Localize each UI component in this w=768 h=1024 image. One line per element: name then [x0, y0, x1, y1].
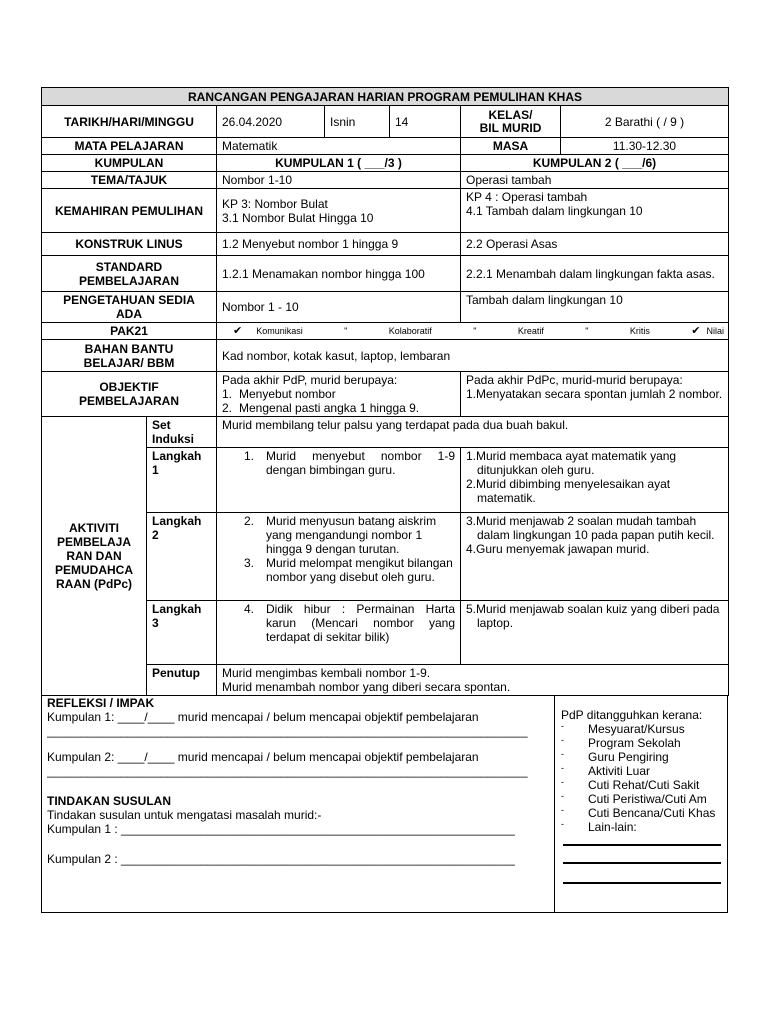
list-item: 2.Murid dibimbing menyelesaikan ayat matematik. — [466, 477, 671, 505]
pak21-komunikasi[interactable] — [233, 324, 303, 338]
kemahiran-k1 — [217, 189, 461, 233]
bahan-label-line2: BELAJAR/ BBM — [83, 355, 175, 370]
lesson-plan-sheet — [41, 87, 728, 913]
pak21-kritis[interactable]: Kritis — [629, 326, 650, 336]
pak21-kolaboratif[interactable]: Kolaboratif — [388, 326, 432, 336]
reason-label: Lain-lain: — [588, 820, 637, 834]
reason-item[interactable] — [561, 806, 721, 820]
standard-label — [42, 256, 217, 292]
kemahiran-k1-line2: 3.1 Nombor Bulat Hingga 10 — [222, 210, 374, 225]
konstruk-k1: 1.2 Menyebut nombor 1 hingga 9 — [217, 233, 461, 256]
refleksi-underline-1[interactable]: ________________________________________________________________________ — [47, 724, 528, 738]
langkah-3-k1-list — [244, 602, 455, 644]
tindakan-kumpulan-1[interactable]: Kumpulan 1 : ___________________________________________________________ — [47, 822, 515, 836]
reason-label: Aktiviti Luar — [588, 764, 651, 778]
set-induksi-label: Set Induksi — [147, 417, 217, 448]
objektif-k1 — [217, 372, 461, 417]
pengetahuan-k1: Nombor 1 - 10 — [217, 292, 461, 323]
standard-k1: 1.2.1 Menamakan nombor hingga 100 — [217, 256, 461, 292]
objektif-k1-item-1: 1. Menyebut nombor — [222, 387, 336, 401]
kemahiran-k1-line1: KP 3: Nombor Bulat — [222, 196, 328, 211]
lesson-plan-table — [41, 87, 729, 696]
reason-label: Cuti Bencana/Cuti Khas — [588, 806, 716, 820]
standard-label-line1: STANDARD — [95, 259, 163, 274]
reason-label: Program Sekolah — [588, 736, 681, 750]
langkah-3-k2 — [461, 601, 729, 665]
penutup-label: Penutup — [147, 665, 217, 696]
dash-icon: - — [561, 777, 564, 787]
day-value: Isnin — [325, 106, 390, 138]
reason-item[interactable] — [561, 792, 721, 806]
reason-item[interactable] — [561, 778, 721, 792]
pak21-nilai-label: Nilai — [706, 326, 724, 336]
standard-label-line2: PEMBELAJARAN — [78, 273, 179, 288]
mata-pelajaran-value: Matematik — [217, 138, 461, 155]
objektif-k1-intro: Pada akhir PdP, murid berupaya: — [222, 373, 398, 387]
dash-icon: - — [561, 763, 564, 773]
bullet-icon: " — [344, 326, 348, 336]
refleksi-underline-2[interactable]: ________________________________________________________________________ — [47, 764, 528, 778]
tarikh-label: TARIKH/HARI/MINGGU — [42, 106, 217, 138]
week-value: 14 — [390, 106, 461, 138]
objektif-label-line1: OBJEKTIF — [99, 380, 159, 394]
pak21-komunikasi-label: Komunikasi — [256, 326, 303, 336]
kemahiran-k2 — [461, 189, 729, 233]
objektif-k2 — [461, 372, 729, 417]
reason-item[interactable] — [561, 722, 721, 736]
reason-label: Guru Pengiring — [588, 750, 669, 764]
pengetahuan-k2: Tambah dalam lingkungan 10 — [461, 292, 729, 323]
list-text: Murid menyebut nombor 1-9 dengan bimbingan guru. — [266, 449, 455, 477]
kelas-label — [461, 106, 561, 138]
tema-k2: Operasi tambah — [461, 172, 729, 189]
dash-icon: - — [561, 791, 564, 801]
refleksi-kumpulan-1[interactable]: Kumpulan 1: ____/____ murid mencapai / belum mencapai objektif pembelajaran — [47, 710, 479, 724]
refleksi-panel — [42, 696, 555, 912]
list-item — [244, 556, 455, 584]
objektif-label-line2: PEMBELAJARAN — [78, 394, 179, 408]
pak21-options — [217, 323, 729, 340]
kemahiran-k2-line2: 4.1 Tambah dalam lingkungan 10 — [466, 204, 643, 218]
list-item: 5.Murid menjawab soalan kuiz yang diberi pada laptop. — [466, 602, 720, 630]
objektif-k2-item-1: 1.Menyatakan secara spontan jumlah 2 nombor. — [466, 387, 723, 401]
list-text: Murid menyusun batang aiskrim yang mengandungi nombor 1 hingga 9 dengan turutan. — [266, 514, 437, 556]
penutup-line2: Murid menambah nombor yang diberi secara spontan. — [222, 680, 511, 694]
konstruk-label: KONSTRUK LINUS — [42, 233, 217, 256]
kumpulan-2-header: KUMPULAN 2 ( ___/6) — [461, 155, 729, 172]
langkah-2-k2-list — [466, 514, 723, 556]
pak21-nilai[interactable] — [691, 324, 724, 338]
list-item: 1.Murid membaca ayat matematik yang ditunjukkan oleh guru. — [466, 449, 677, 477]
penutup-line1: Murid mengimbas kembali nombor 1-9. — [222, 666, 431, 680]
pengetahuan-label-line2: ADA — [116, 307, 142, 321]
bahan-value: Kad nombor, kotak kasut, laptop, lembaran — [217, 340, 729, 372]
document-title: RANCANGAN PENGAJARAN HARIAN PROGRAM PEMULIHAN KHAS — [42, 88, 729, 106]
dash-icon: - — [561, 721, 564, 731]
masa-value: 11.30-12.30 — [561, 138, 729, 155]
pengetahuan-label — [42, 292, 217, 323]
objektif-label — [42, 372, 217, 417]
penutup-value — [217, 665, 729, 696]
langkah-1-k2-list — [466, 449, 723, 505]
dash-icon: - — [561, 749, 564, 759]
konstruk-k2: 2.2 Operasi Asas — [461, 233, 729, 256]
set-induksi-value: Murid membilang telur palsu yang terdapat pada dua buah bakul. — [217, 417, 729, 448]
reason-label: Cuti Peristiwa/Cuti Am — [588, 792, 707, 806]
tema-label: TEMA/TAJUK — [42, 172, 217, 189]
standard-k2: 2.2.1 Menambah dalam lingkungan fakta asas. — [461, 256, 729, 292]
list-text: Murid melompat mengikut bilangan nombor yang disebut oleh guru. — [266, 556, 453, 584]
kumpulan-label: KUMPULAN — [42, 155, 217, 172]
list-item — [244, 514, 455, 556]
check-icon: ✔ — [233, 325, 243, 337]
list-number: 4. — [244, 602, 255, 616]
kelas-label-line1: KELAS/ — [488, 107, 533, 122]
objektif-k1-item-2: 2. Mengenal pasti angka 1 hingga 9. — [222, 401, 420, 415]
kumpulan-1-header: KUMPULAN 1 ( ___/3 ) — [217, 155, 461, 172]
pak21-kreatif[interactable]: Kreatif — [517, 326, 544, 336]
list-item: 4.Guru menyemak jawapan murid. — [466, 542, 650, 556]
langkah-3-label: Langkah 3 — [147, 601, 217, 665]
list-text: Didik hibur : Permainan Harta karun (Mencari nombor yang terdapat di sekitar bilik) — [266, 602, 455, 644]
dash-icon: - — [561, 805, 564, 815]
tindakan-intro: Tindakan susulan untuk mengatasi masalah murid:- — [47, 808, 322, 822]
list-number: 2. — [244, 514, 255, 528]
reason-item[interactable] — [561, 736, 721, 750]
mata-pelajaran-label: MATA PELAJARAN — [42, 138, 217, 155]
reason-item[interactable] — [561, 750, 721, 764]
langkah-1-k1-list — [244, 449, 455, 477]
reason-label: Mesyuarat/Kursus — [588, 722, 685, 736]
langkah-3-k2-list — [466, 602, 723, 630]
reason-item[interactable] — [561, 764, 721, 778]
list-item — [244, 602, 455, 644]
langkah-1-k2 — [461, 448, 729, 513]
list-number: 3. — [244, 556, 255, 570]
langkah-2-k1 — [217, 513, 461, 601]
signature-line-3[interactable] — [563, 882, 721, 884]
pak21-label: PAK21 — [42, 323, 217, 340]
kelas-label-line2: BIL MURID — [479, 120, 542, 135]
dash-icon: - — [561, 735, 564, 745]
ditangguhkan-reasons — [561, 722, 721, 834]
tindakan-kumpulan-2[interactable]: Kumpulan 2 : ___________________________________________________________ — [47, 852, 515, 866]
tema-k1: Nombor 1-10 — [217, 172, 461, 189]
list-item: 3.Murid menjawab 2 soalan mudah tambah dalam lingkungan 10 pada papan putih kecil. — [466, 514, 715, 542]
list-item — [244, 449, 455, 477]
kelas-value: 2 Barathi ( / 9 ) — [561, 106, 729, 138]
langkah-3-k1 — [217, 601, 461, 665]
langkah-2-label: Langkah 2 — [147, 513, 217, 601]
pengetahuan-label-line1: PENGETAHUAN SEDIA — [63, 293, 195, 307]
date-value: 26.04.2020 — [217, 106, 325, 138]
langkah-1-label: Langkah 1 — [147, 448, 217, 513]
bullet-icon: " — [473, 326, 477, 336]
refleksi-section — [41, 696, 728, 913]
kemahiran-k2-line1: KP 4 : Operasi tambah — [466, 190, 588, 204]
bahan-label-line1: BAHAN BANTU — [84, 341, 174, 356]
bahan-label — [42, 340, 217, 372]
signature-line-2[interactable] — [563, 862, 721, 864]
tindakan-heading: TINDAKAN SUSULAN — [47, 794, 171, 808]
aktiviti-label: AKTIVITI PEMBELAJA RAN DAN PEMUDAHCA RAAN (PdPc) — [42, 417, 147, 696]
ditangguhkan-heading: PdP ditangguhkan kerana: — [561, 708, 703, 722]
dash-icon: - — [561, 819, 564, 829]
pak21-list — [221, 324, 724, 338]
signature-line-1[interactable] — [563, 844, 721, 846]
kemahiran-label: KEMAHIRAN PEMULIHAN — [42, 189, 217, 233]
langkah-2-k2 — [461, 513, 729, 601]
masa-label: MASA — [461, 138, 561, 155]
reason-label: Cuti Rehat/Cuti Sakit — [588, 778, 700, 792]
langkah-2-k1-list — [244, 514, 455, 584]
reason-item[interactable] — [561, 820, 721, 834]
refleksi-heading: REFLEKSI / IMPAK — [47, 696, 155, 710]
bullet-icon: " — [585, 326, 589, 336]
langkah-1-k1 — [217, 448, 461, 513]
ditangguhkan-panel — [555, 696, 727, 912]
list-number: 1. — [244, 449, 255, 463]
refleksi-kumpulan-2[interactable]: Kumpulan 2: ____/____ murid mencapai / belum mencapai objektif pembelajaran — [47, 750, 479, 764]
objektif-k2-intro: Pada akhir PdPc, murid-murid berupaya: — [466, 373, 683, 387]
check-icon: ✔ — [691, 325, 701, 337]
